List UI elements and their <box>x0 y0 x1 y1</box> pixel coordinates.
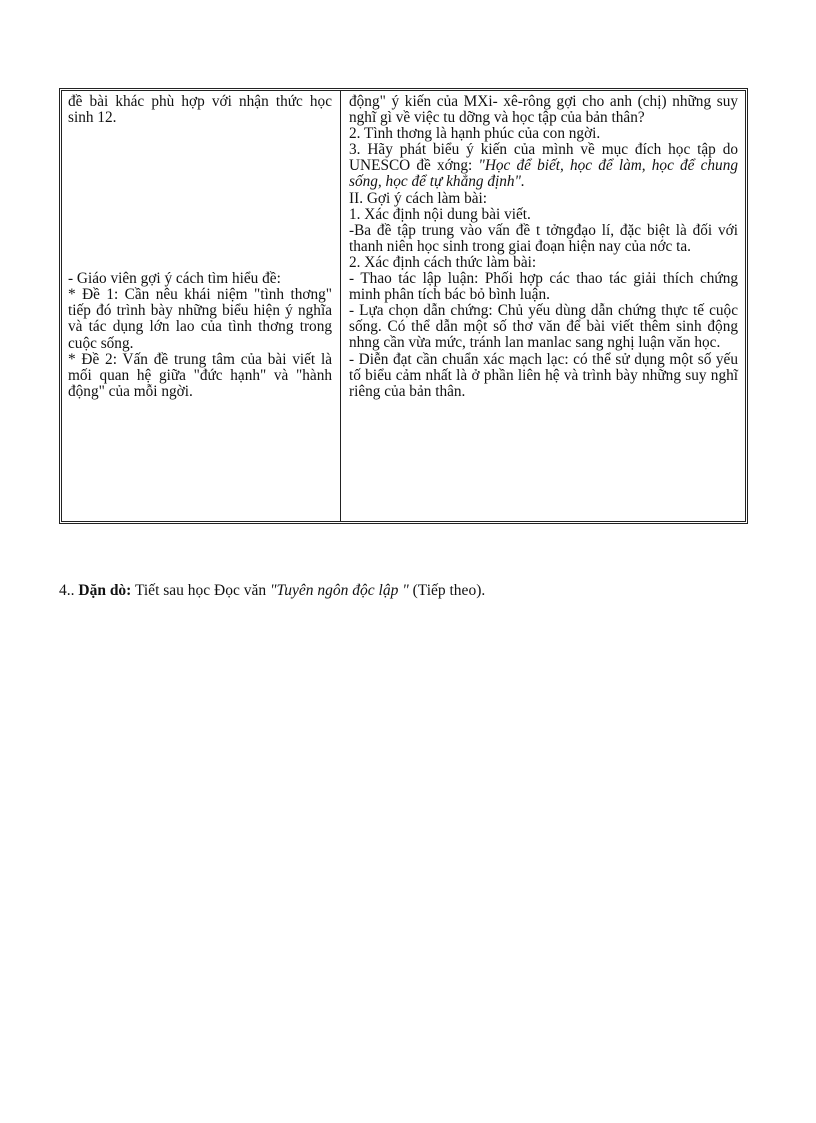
topic-3-text <box>349 142 738 190</box>
step-2-heading: 2. Xác định cách thức làm bài: <box>349 253 537 271</box>
step-2-expression: - Diễn đạt cần chuẩn xác mạch lạc: có thể sử dụng một số yếu tố biểu cảm nhất là ở phần liên hệ và trình bày những suy nghĩ riêng của bản thân. <box>349 350 738 400</box>
homework-number: 4.. <box>59 582 79 599</box>
step-1-detail: -Ba đề tập trung vào vấn đề t tởngđạo lí, đặc biệt là đối với thanh niên học sinh trong giai đoạn hiện nay của nớc ta. <box>349 221 738 255</box>
homework-note <box>59 582 485 600</box>
step-2-evidence: - Lựa chọn dẫn chứng: Chủ yếu dùng dẫn chứng thực tế cuộc sống. Có thể dẫn một số thơ văn để bài viết thêm sinh động nhng cần vừa mức, tránh lan manlac sang nghị luận văn học. <box>349 302 738 352</box>
topic-2-text: 2. Tình thơng là hạnh phúc của con ngời. <box>349 125 601 143</box>
homework-text: Tiết sau học Đọc văn <box>131 582 270 599</box>
left-intro: đề bài khác phù hợp với nhận thức học sinh 12. <box>68 93 332 127</box>
step-1-heading: 1. Xác định nội dung bài viết. <box>349 205 531 223</box>
guide-title: - Giáo viên gợi ý cách tìm hiểu đề: <box>68 270 281 288</box>
right-column <box>341 91 745 521</box>
topic-2-guide: * Đề 2: Vấn đề trung tâm của bài viết là mối quan hệ giữa "đức hạnh" và "hành động" của mỗi ngời. <box>68 350 332 400</box>
homework-text-end: (Tiếp theo). <box>408 582 486 599</box>
section-2-heading: II. Gợi ý cách làm bài: <box>349 189 488 207</box>
topic-3-prompt: 3. Hãy phát biểu ý kiến của mình về mục đích học tập do UNESCO đề xớng: <box>349 141 738 175</box>
lesson-table <box>59 88 748 524</box>
left-spacer <box>68 126 332 271</box>
topic-1-text: động" ý kiến của MXi- xê-rông gợi cho anh (chị) những suy nghĩ gì về việc tu dỡng và học tập của bản thân? <box>349 93 738 127</box>
left-column <box>62 91 341 521</box>
homework-title: "Tuyên ngôn độc lập " <box>270 582 409 599</box>
topic-3-quote: "Học để biết, học để làm, học để chung sống, học để tự khẳng định". <box>349 157 739 191</box>
homework-label: Dặn dò: <box>78 582 132 599</box>
topic-1-guide: * Đề 1: Cần nêu khái niệm "tình thơng" tiếp đó trình bày những biểu hiện ý nghĩa và tác dụng lớn lao của tình thơng trong cuộc sống. <box>68 286 332 352</box>
step-2-argument: - Thao tác lập luận: Phối hợp các thao tác giải thích chứng minh phân tích bác bỏ bình luận. <box>349 270 738 304</box>
